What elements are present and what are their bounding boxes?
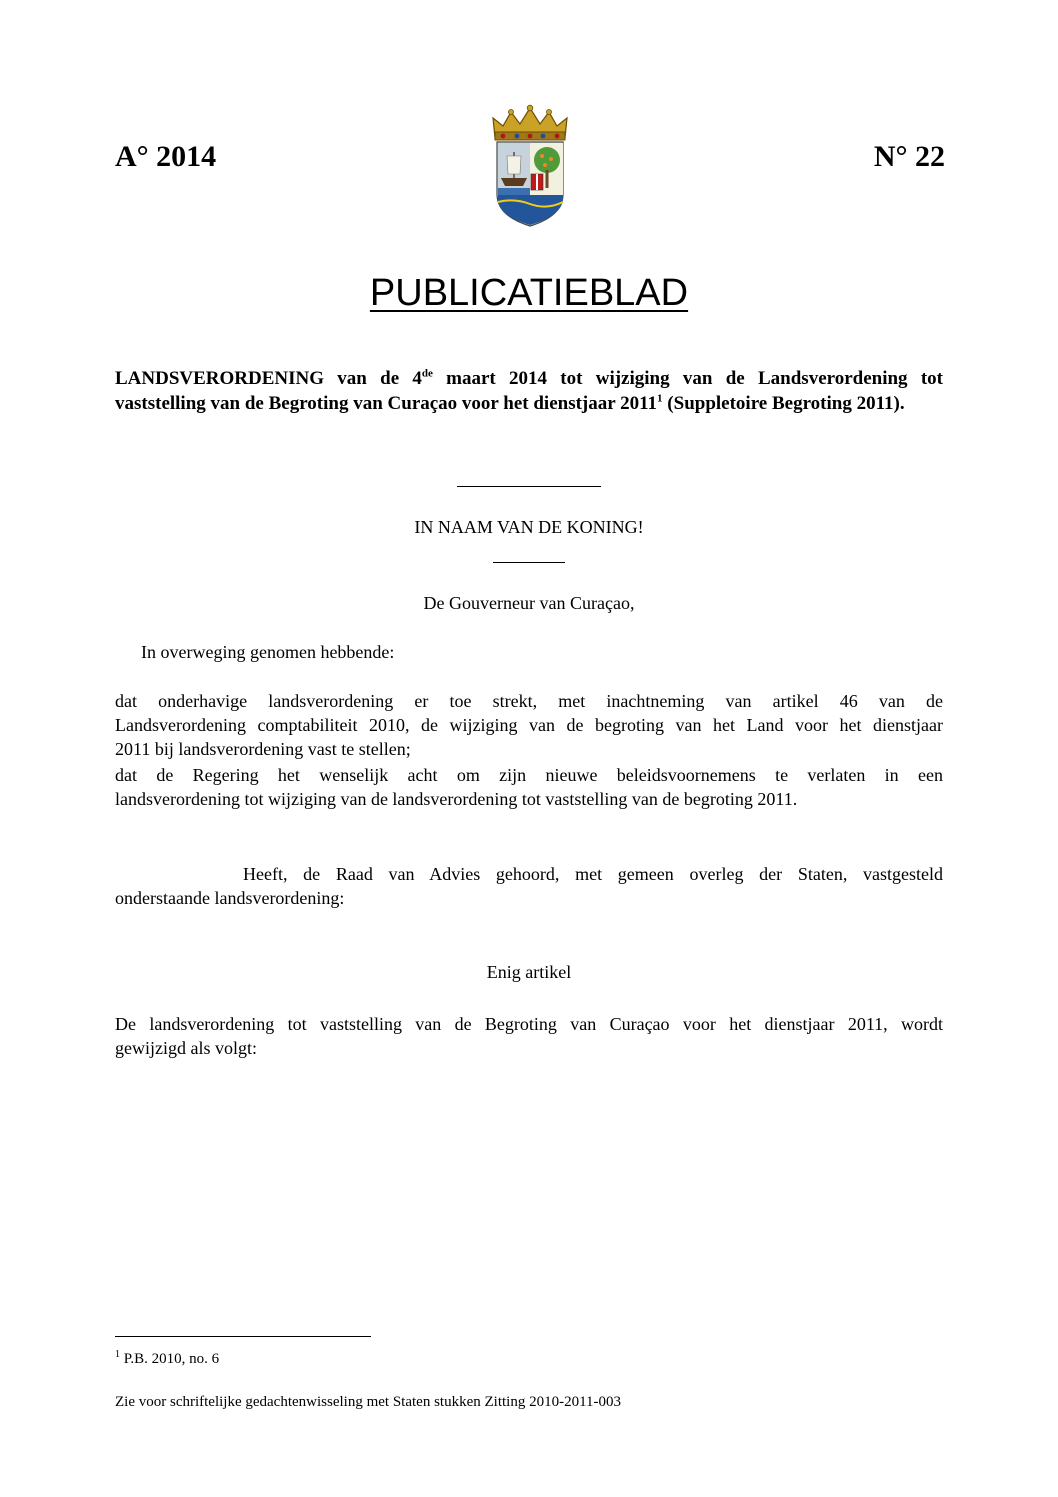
regulation-title-sup1: de [421, 367, 433, 380]
coat-of-arms-icon [487, 104, 573, 228]
regulation-title [115, 366, 943, 416]
footnote-text: P.B. 2010, no. 6 [120, 1351, 220, 1367]
regulation-title-part2: maart 2014 tot wijziging van de Landsverordening tot vaststelling van de Begroting van Curaçao voor het dienstjaar 2011 [115, 368, 943, 414]
article-text [115, 1012, 943, 1060]
text-line: Landsverordening comptabiliteit 2010, de wijziging van de begroting van het Land voor het dienstjaar [115, 715, 943, 735]
regulation-title-part3: (Suppletoire Begroting 2011). [662, 393, 905, 414]
separator-line [457, 486, 601, 487]
footnote-mark: 1 [115, 1349, 120, 1360]
governor-line: De Gouverneur van Curaçao, [423, 593, 635, 613]
text-line: De landsverordening tot vaststelling van de Begroting van Curaçao voor het dienstjaar 2011, wordt [115, 1014, 943, 1034]
footnote [115, 1349, 219, 1368]
proclamation: IN NAAM VAN DE KONING! [414, 517, 644, 537]
text-line: 2011 bij landsverordening vast te stellen; [115, 739, 411, 759]
consideration-paragraph-2 [115, 763, 943, 811]
text-line: dat onderhavige landsverordening er toe strekt, met inachtneming van artikel 46 van de [115, 691, 943, 711]
publication-number: N° 22 [873, 140, 945, 173]
footnote-separator [115, 1336, 371, 1337]
text-line: dat de Regering het wenselijk acht om zijn nieuwe beleidsvoornemens te verlaten in een [115, 765, 943, 785]
enactment-clause [115, 862, 943, 910]
text-line: gewijzigd als volgt: [115, 1038, 257, 1058]
text-line: landsverordening tot wijziging van de landsverordening tot vaststelling van de begroting 2011. [115, 789, 798, 809]
page-title: PUBLICATIEBLAD [369, 272, 689, 314]
article-heading: Enig artikel [486, 962, 572, 982]
consideration-paragraph-1 [115, 689, 943, 761]
consideration-intro: In overweging genomen hebbende: [141, 642, 395, 662]
text-line: onderstaande landsverordening: [115, 888, 345, 908]
text-line: Heeft, de Raad van Advies gehoord, met gemeen overleg der Staten, vastgesteld [243, 864, 943, 884]
regulation-title-part1: LANDSVERORDENING van de 4 [115, 368, 422, 389]
publication-year: A° 2014 [115, 140, 217, 173]
footnote-reference: 1 [657, 392, 663, 405]
staten-reference: Zie voor schriftelijke gedachtenwisseling met Staten stukken Zitting 2010-2011-003 [115, 1394, 622, 1410]
separator-line-short [493, 562, 565, 563]
